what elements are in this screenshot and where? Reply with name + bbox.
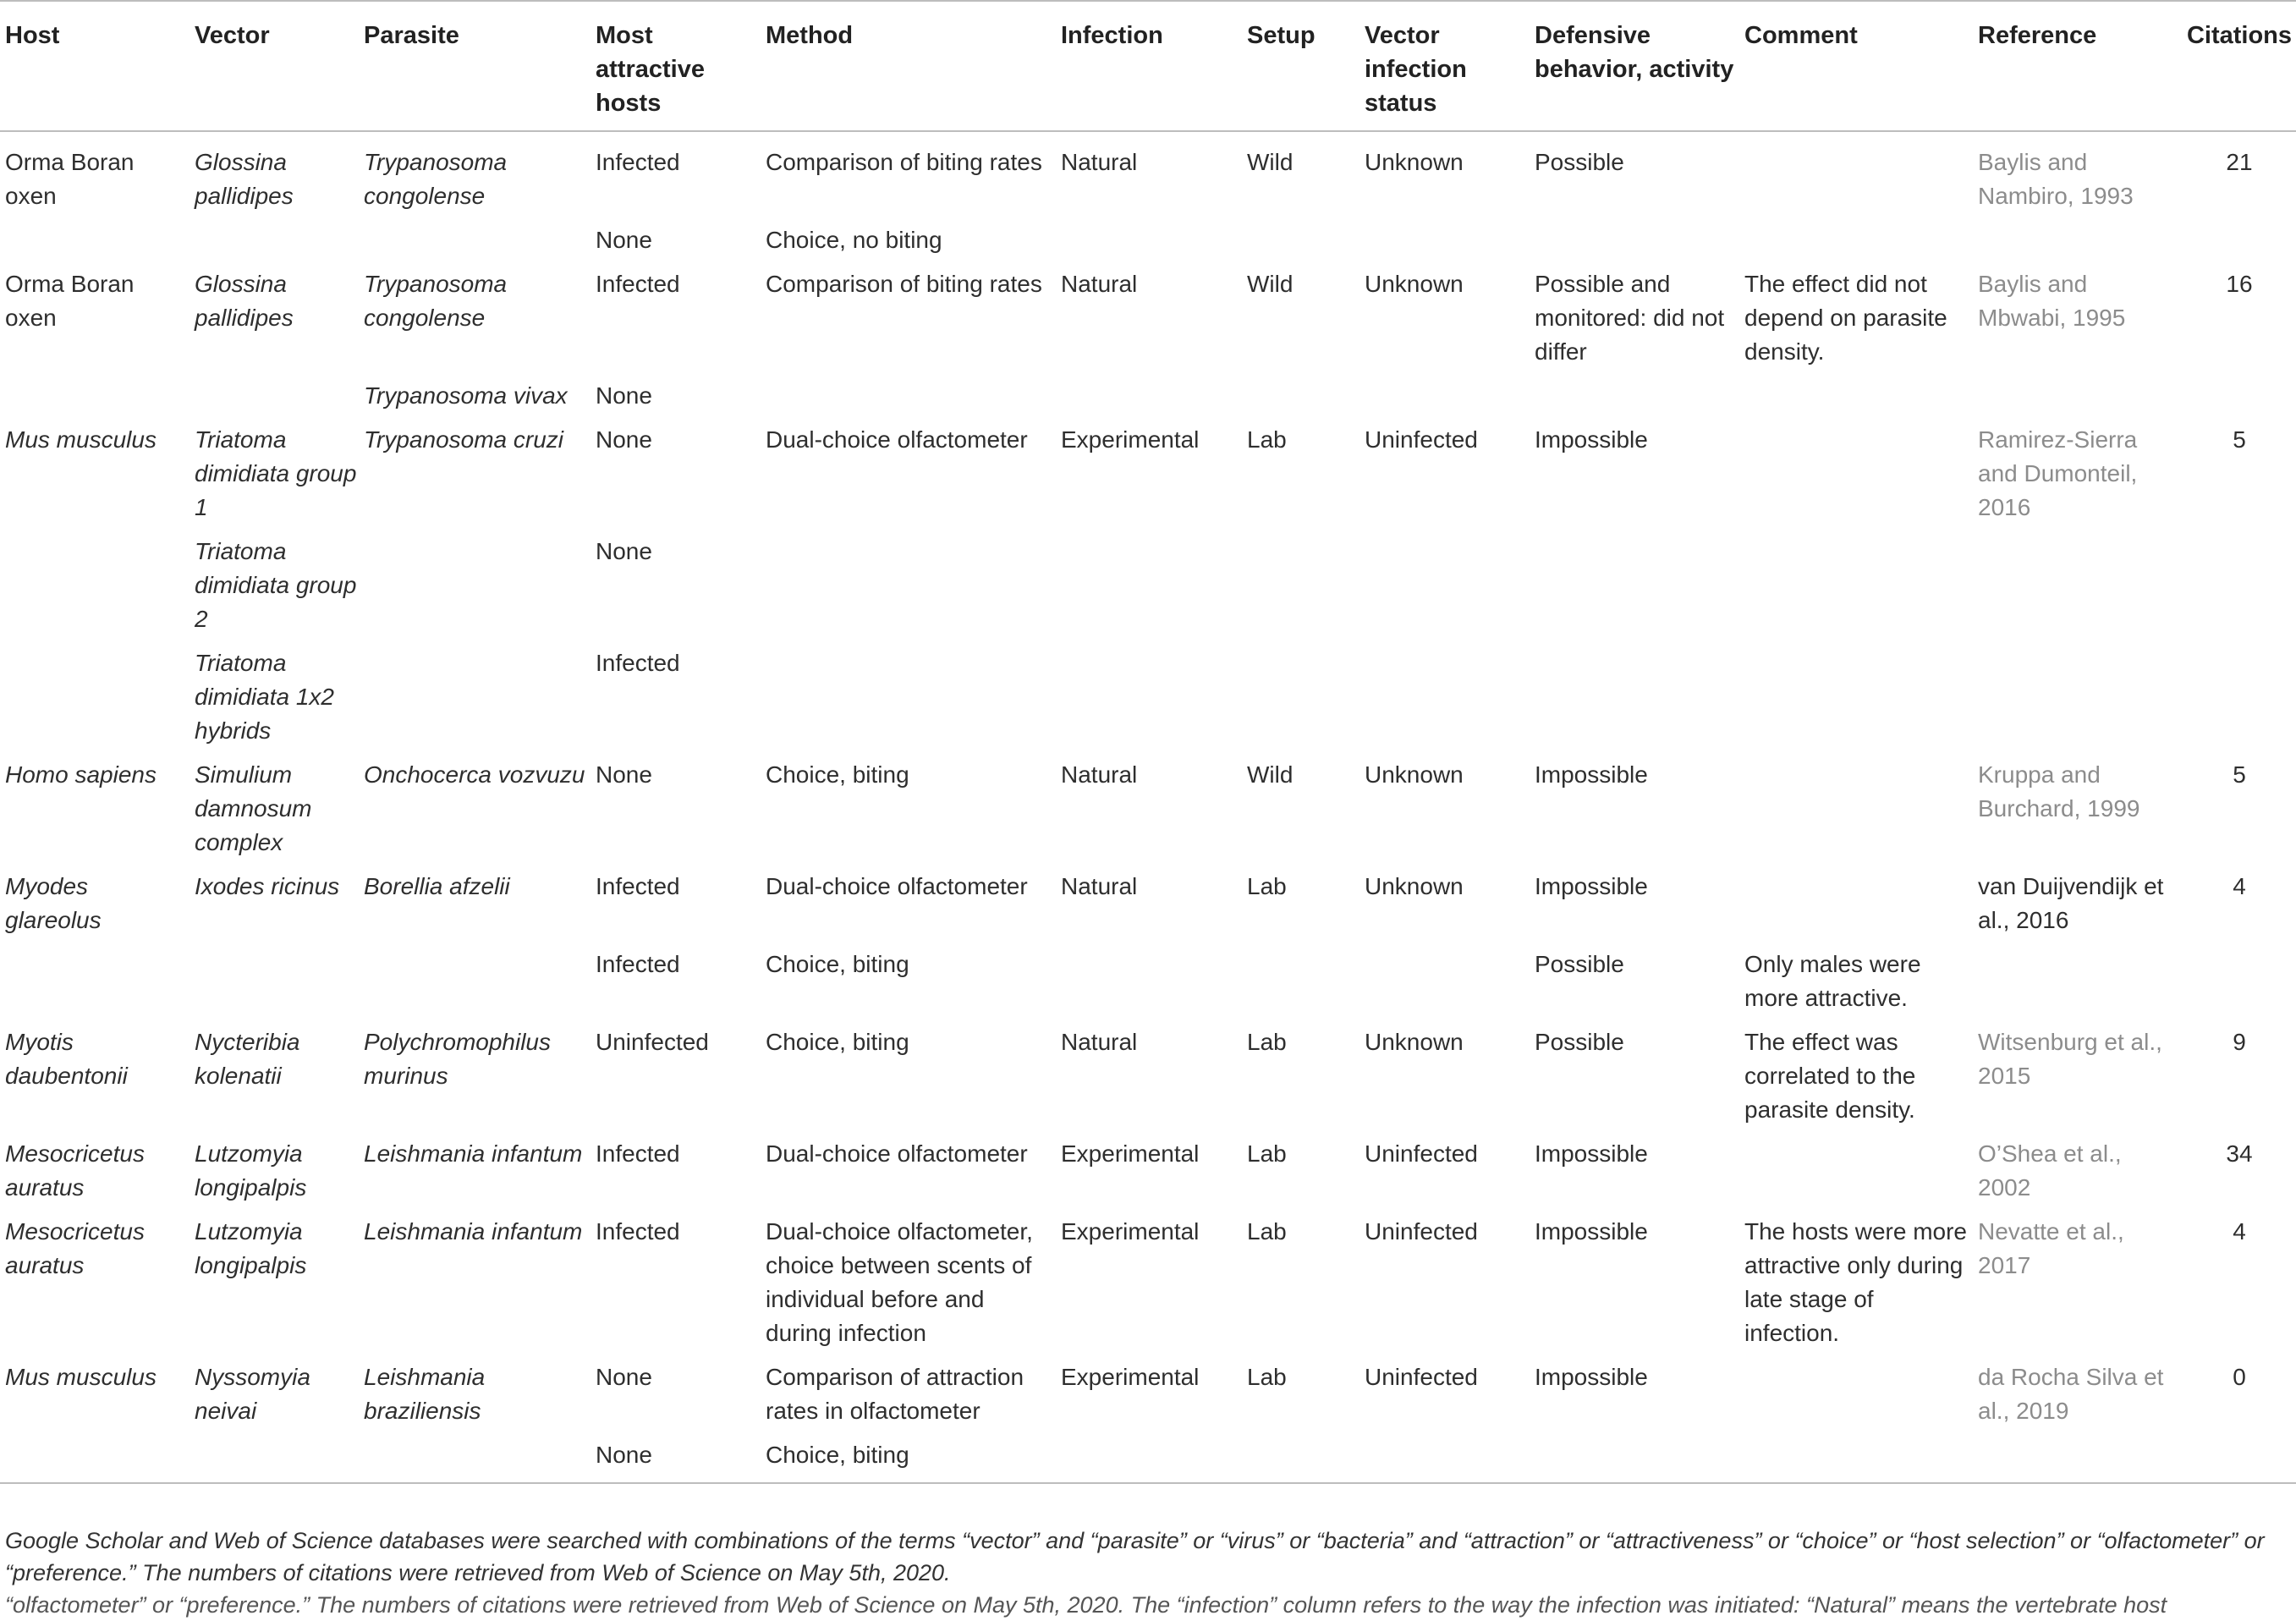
host-cell (0, 641, 190, 753)
citations-cell: 16 (2226, 271, 2253, 297)
parasite-cell (359, 218, 590, 262)
table-row (0, 218, 2296, 262)
method-cell: Dual-choice olfactometer (766, 426, 1028, 453)
citations-cell (2178, 374, 2296, 418)
reference-cell: Witsenburg et al., 2015 (1978, 1029, 2162, 1089)
parasite-cell: Trypanosoma cruzi (364, 426, 564, 453)
comment-cell (1739, 1355, 1973, 1433)
setup-cell (1242, 641, 1359, 753)
header-citations: Citations (2178, 1, 2296, 131)
method-cell: Choice, biting (766, 1029, 909, 1055)
vector-status-cell: Uninfected (1365, 1140, 1478, 1167)
vector-cell: Nyssomyia neivai (195, 1364, 310, 1424)
reference-cell: Baylis and Nambiro, 1993 (1978, 149, 2134, 209)
most-attractive-cell: Infected (596, 149, 680, 175)
defense-cell (1530, 374, 1739, 418)
setup-cell: Lab (1247, 1218, 1287, 1245)
setup-cell: Lab (1247, 873, 1287, 899)
table-footnote (5, 1525, 2289, 1621)
table-row (0, 641, 2296, 753)
setup-cell (1242, 530, 1359, 641)
reference-cell (1973, 218, 2178, 262)
infection-cell (1056, 641, 1242, 753)
vector-status-cell (1359, 641, 1530, 753)
infection-cell: Natural (1061, 149, 1138, 175)
method-cell: Choice, biting (766, 761, 909, 788)
comment-cell (1739, 131, 1973, 218)
host-cell: Mesocricetus auratus (5, 1218, 145, 1278)
infection-cell (1056, 1433, 1242, 1483)
comment-cell (1739, 865, 1973, 942)
vector-status-cell: Uninfected (1365, 1218, 1478, 1245)
most-attractive-cell: Infected (596, 271, 680, 297)
citations-cell: 4 (2233, 873, 2246, 899)
header-comment: Comment (1739, 1, 1973, 131)
method-cell (761, 641, 1056, 753)
parasite-cell (359, 942, 590, 1020)
comment-cell (1739, 418, 1973, 530)
citations-cell: 4 (2233, 1218, 2246, 1245)
citations-cell (2178, 1433, 2296, 1483)
host-cell (0, 218, 190, 262)
parasite-cell: Onchocerca vozvuzu (364, 761, 585, 788)
header-vector: Vector (190, 1, 359, 131)
vector-cell: Lutzomyia longipalpis (195, 1218, 307, 1278)
most-attractive-cell: Infected (596, 650, 680, 676)
method-cell (761, 374, 1056, 418)
infection-cell (1056, 530, 1242, 641)
comment-cell: The effect was correlated to the parasite density. (1744, 1029, 1916, 1123)
host-cell (0, 530, 190, 641)
citations-cell: 5 (2233, 761, 2246, 788)
parasite-cell: Borellia afzelii (364, 873, 510, 899)
vector-cell: Triatoma dimidiata 1x2 hybrids (195, 650, 334, 744)
table-row (0, 1210, 2296, 1355)
host-cell: Mus musculus (5, 426, 157, 453)
header-defensive-behavior: Defensive behavior, activity (1530, 1, 1739, 131)
vector-cell: Triatoma dimidiata group 1 (195, 426, 357, 520)
parasite-cell (359, 1433, 590, 1483)
table-row (0, 374, 2296, 418)
method-cell: Comparison of attraction rates in olfactometer (766, 1364, 1024, 1424)
comment-cell (1739, 218, 1973, 262)
most-attractive-cell: Infected (596, 1218, 680, 1245)
reference-cell: Kruppa and Burchard, 1999 (1978, 761, 2140, 821)
most-attractive-cell: Infected (596, 1140, 680, 1167)
parasite-cell: Trypanosoma congolense (364, 271, 508, 331)
header-setup: Setup (1242, 1, 1359, 131)
infection-cell: Experimental (1061, 1364, 1200, 1390)
vector-status-cell (1359, 374, 1530, 418)
vector-status-cell (1359, 942, 1530, 1020)
citations-cell (2178, 942, 2296, 1020)
defense-cell (1530, 1433, 1739, 1483)
parasite-cell: Trypanosoma vivax (364, 382, 568, 409)
vector-cell: Triatoma dimidiata group 2 (195, 538, 357, 632)
defense-cell: Impossible (1535, 1140, 1648, 1167)
header-reference: Reference (1973, 1, 2178, 131)
host-cell: Myotis daubentonii (5, 1029, 128, 1089)
reference-cell (1973, 641, 2178, 753)
comment-cell: The effect did not depend on parasite density. (1744, 271, 1947, 365)
setup-cell: Wild (1247, 149, 1294, 175)
vector-cell (190, 1433, 359, 1483)
infection-cell: Natural (1061, 873, 1138, 899)
vector-cell: Simulium damnosum complex (195, 761, 312, 855)
vector-cell (190, 942, 359, 1020)
header-host: Host (0, 1, 190, 131)
vector-cell: Glossina pallidipes (195, 271, 294, 331)
comment-cell: Only males were more attractive. (1744, 951, 1921, 1011)
setup-cell: Lab (1247, 426, 1287, 453)
citations-cell (2178, 641, 2296, 753)
vector-cell: Ixodes ricinus (195, 873, 340, 899)
setup-cell: Lab (1247, 1364, 1287, 1390)
citations-cell: 5 (2233, 426, 2246, 453)
method-cell: Dual-choice olfactometer (766, 1140, 1028, 1167)
most-attractive-cell: Uninfected (596, 1029, 709, 1055)
comment-cell (1739, 1433, 1973, 1483)
parasite-cell: Leishmania braziliensis (364, 1364, 486, 1424)
vector-status-cell: Unknown (1365, 873, 1464, 899)
vector-cell: Lutzomyia longipalpis (195, 1140, 307, 1201)
table-body (0, 131, 2296, 1483)
vector-status-cell (1359, 530, 1530, 641)
citations-cell (2178, 218, 2296, 262)
setup-cell (1242, 218, 1359, 262)
host-cell: Homo sapiens (5, 761, 157, 788)
vector-status-cell: Uninfected (1365, 1364, 1478, 1390)
parasite-cell: Polychromophilus murinus (364, 1029, 551, 1089)
reference-cell: van Duijvendijk et al., 2016 (1978, 873, 2164, 933)
defense-cell: Possible (1535, 149, 1624, 175)
reference-cell: Baylis and Mbwabi, 1995 (1978, 271, 2126, 331)
vector-cell (190, 374, 359, 418)
host-cell: Orma Boran oxen (5, 149, 135, 209)
parasite-cell (359, 641, 590, 753)
comment-cell (1739, 530, 1973, 641)
infection-cell (1056, 942, 1242, 1020)
vector-status-cell: Unknown (1365, 149, 1464, 175)
host-cell: Mesocricetus auratus (5, 1140, 145, 1201)
header-most-attractive-hosts: Most attractive hosts (590, 1, 761, 131)
table-row (0, 131, 2296, 218)
setup-cell: Wild (1247, 271, 1294, 297)
table-row (0, 753, 2296, 865)
infection-cell: Natural (1061, 271, 1138, 297)
reference-cell: O’Shea et al., 2002 (1978, 1140, 2122, 1201)
comment-cell (1739, 641, 1973, 753)
citations-cell: 0 (2233, 1364, 2246, 1390)
method-cell: Choice, no biting (766, 227, 942, 253)
vector-status-cell: Unknown (1365, 271, 1464, 297)
setup-cell (1242, 1433, 1359, 1483)
defense-cell: Impossible (1535, 873, 1648, 899)
footnote-text-continued: “olfactometer” or “preference.” The numbers of citations were retrieved from Web of Science on May 5th, 2020. The “infection” column refers to the way the infection was initiated: “Natural” means the vertebrate host (5, 1592, 2167, 1618)
infection-cell: Experimental (1061, 1218, 1200, 1245)
defense-cell: Impossible (1535, 1218, 1648, 1245)
reference-cell (1973, 530, 2178, 641)
table-row (0, 942, 2296, 1020)
vector-cell (190, 218, 359, 262)
table-row (0, 1132, 2296, 1210)
comment-cell: The hosts were more attractive only during late stage of infection. (1744, 1218, 1967, 1346)
most-attractive-cell: Infected (596, 951, 680, 977)
reference-cell: Ramirez-Sierra and Dumonteil, 2016 (1978, 426, 2138, 520)
comment-cell (1739, 753, 1973, 865)
infection-cell: Natural (1061, 761, 1138, 788)
most-attractive-cell: None (596, 761, 652, 788)
reference-cell: Nevatte et al., 2017 (1978, 1218, 2124, 1278)
defense-cell: Possible (1535, 1029, 1624, 1055)
infection-cell (1056, 374, 1242, 418)
defense-cell: Possible and monitored: did not differ (1535, 271, 1725, 365)
setup-cell (1242, 374, 1359, 418)
host-cell: Myodes glareolus (5, 873, 102, 933)
vector-status-cell (1359, 1433, 1530, 1483)
infection-cell: Experimental (1061, 426, 1200, 453)
table-row (0, 530, 2296, 641)
table-row (0, 1020, 2296, 1132)
header-infection: Infection (1056, 1, 1242, 131)
vector-cell: Glossina pallidipes (195, 149, 294, 209)
vector-status-cell: Unknown (1365, 1029, 1464, 1055)
method-cell: Choice, biting (761, 1433, 1056, 1483)
infection-cell (1056, 218, 1242, 262)
defense-cell (1530, 641, 1739, 753)
setup-cell: Lab (1247, 1029, 1287, 1055)
table-row (0, 418, 2296, 530)
vector-status-cell: Unknown (1365, 761, 1464, 788)
defense-cell: Impossible (1535, 761, 1648, 788)
vector-status-cell (1359, 218, 1530, 262)
table-row (0, 865, 2296, 942)
defense-cell: Impossible (1535, 426, 1648, 453)
vector-status-cell: Uninfected (1365, 426, 1478, 453)
table-row (0, 1433, 2296, 1483)
method-cell: Dual-choice olfactometer (766, 873, 1028, 899)
setup-cell: Lab (1247, 1140, 1287, 1167)
method-cell: Dual-choice olfactometer, choice between scents of individual before and during infection (766, 1218, 1033, 1346)
most-attractive-cell: Infected (596, 873, 680, 899)
citations-cell: 21 (2226, 149, 2253, 175)
setup-cell: Wild (1247, 761, 1294, 788)
most-attractive-cell: None (596, 426, 652, 453)
most-attractive-cell: None (596, 227, 652, 253)
citations-cell (2178, 530, 2296, 641)
setup-cell (1242, 942, 1359, 1020)
host-cell (0, 1433, 190, 1483)
method-cell: Choice, biting (766, 951, 909, 977)
header-parasite: Parasite (359, 1, 590, 131)
citations-cell: 9 (2233, 1029, 2246, 1055)
most-attractive-cell: None (596, 382, 652, 409)
method-cell: Comparison of biting rates (766, 271, 1042, 297)
citations-cell: 34 (2226, 1140, 2253, 1167)
defense-cell: Impossible (1535, 1364, 1648, 1390)
comment-cell (1739, 374, 1973, 418)
footnote-text: Google Scholar and Web of Science databases were searched with combinations of the terms “vector” and “parasite” or “virus” or “bacteria” and “attraction” or “attractiveness” or “choice” or “host selection” or “olfactometer” or “preference.” The numbers of citations were retrieved from Web of Science on May 5th, 2020. (5, 1528, 2265, 1585)
parasite-cell: Leishmania infantum (364, 1140, 583, 1167)
infection-cell: Experimental (1061, 1140, 1200, 1167)
host-cell: Orma Boran oxen (5, 271, 135, 331)
parasite-cell (359, 530, 590, 641)
infection-cell: Natural (1061, 1029, 1138, 1055)
defense-cell (1530, 218, 1739, 262)
table-header-row (0, 1, 2296, 131)
reference-cell (1973, 1433, 2178, 1483)
host-cell (0, 374, 190, 418)
header-method: Method (761, 1, 1056, 131)
method-cell: Comparison of biting rates (766, 149, 1042, 175)
reference-cell (1973, 374, 2178, 418)
most-attractive-cell: None (590, 1433, 761, 1483)
vector-cell: Nycteribia kolenatii (195, 1029, 300, 1089)
header-vector-infection-status: Vector infection status (1359, 1, 1530, 131)
defense-cell (1530, 530, 1739, 641)
defense-cell: Possible (1535, 951, 1624, 977)
host-cell: Mus musculus (5, 1364, 157, 1390)
reference-cell (1973, 942, 2178, 1020)
parasite-cell: Leishmania infantum (364, 1218, 583, 1245)
host-cell (0, 942, 190, 1020)
parasite-cell: Trypanosoma congolense (364, 149, 508, 209)
table-row (0, 1355, 2296, 1433)
most-attractive-cell: None (596, 538, 652, 564)
comment-cell (1739, 1132, 1973, 1210)
table-row (0, 262, 2296, 374)
method-cell (761, 530, 1056, 641)
reference-cell: da Rocha Silva et al., 2019 (1978, 1364, 2164, 1424)
most-attractive-cell: None (596, 1364, 652, 1390)
